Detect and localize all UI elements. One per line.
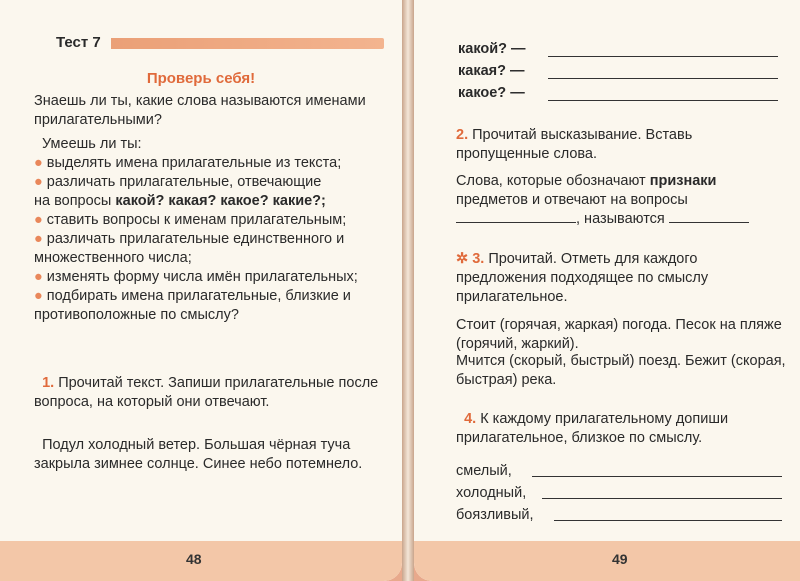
- answer-line: [542, 498, 782, 499]
- star-icon: ✲: [456, 251, 469, 267]
- skill-item: ● различать прилагательные, отвечающие на вопросы какой? какая? какое? какие?;: [34, 174, 326, 209]
- bullet-icon: ●: [34, 174, 43, 190]
- task-3: ✲ 3. Прочитай. Отметь для каждого предложения подходящее по смыслу прилагательное.: [456, 251, 709, 305]
- bullet-icon: ●: [34, 155, 43, 171]
- task-4: 4. К каждому прилагательному допиши прилагательное, близкое по смыслу.: [456, 411, 729, 446]
- book-gutter: [402, 0, 414, 581]
- task-2: 2. Прочитай высказывание. Вставь пропущенные слова.: [456, 127, 693, 162]
- adjective-kholodnyy: холодный,: [456, 485, 527, 501]
- skills-heading: Умеешь ли ты:: [42, 136, 142, 152]
- bullet-icon: ●: [34, 269, 43, 285]
- skill-item: ● подбирать имена прилагательные, близкие и противоположные по смыслу?: [34, 288, 351, 323]
- intro-question: Знаешь ли ты, какие слова называются именами прилагательными?: [34, 93, 366, 128]
- answer-line: [548, 78, 778, 79]
- bullet-icon: ●: [34, 212, 43, 228]
- answer-line: [548, 100, 778, 101]
- blank-line: [456, 210, 576, 223]
- bullet-icon: ●: [34, 288, 43, 304]
- task-1: 1. Прочитай текст. Запиши прилагательные после вопроса, на который они отвечают.: [34, 375, 379, 410]
- skill-item: ● ставить вопросы к именам прилагательным;: [34, 212, 347, 228]
- question-kakoe: какое? —: [458, 85, 525, 101]
- answer-line: [548, 56, 778, 57]
- bullet-icon: ●: [34, 231, 43, 247]
- task-1-passage: Подул холодный ветер. Большая чёрная туча закрыла зимнее солнце. Синее небо потемнело.: [34, 437, 363, 472]
- answer-line: [554, 520, 782, 521]
- question-kakoy: какой? —: [458, 41, 526, 57]
- adjective-smelyy: смелый,: [456, 463, 512, 479]
- blank-line: [669, 210, 749, 223]
- task-3-sentence-2: Мчится (скорый, быстрый) поезд. Бежит (скорая, быстрая) река.: [456, 353, 786, 388]
- footer-band: [414, 541, 800, 581]
- page-number: 48: [186, 551, 202, 567]
- skill-item: ● выделять имена прилагательные из текста;: [34, 155, 342, 171]
- skills-list: [34, 154, 386, 325]
- task-2-sentence: Слова, которые обозначают признаки предметов и отвечают на вопросы , называются: [456, 172, 788, 229]
- skill-item: ● различать прилагательные единственного и множественного числа;: [34, 231, 345, 266]
- skill-item: ● изменять форму числа имён прилагательных;: [34, 269, 358, 285]
- test-title: Тест 7: [34, 34, 111, 52]
- question-kakaya: какая? —: [458, 63, 525, 79]
- page-number: 49: [612, 551, 628, 567]
- right-page: [414, 0, 800, 581]
- adjective-boyazlivyy: боязливый,: [456, 507, 534, 523]
- answer-line: [532, 476, 782, 477]
- test-header: [34, 34, 384, 52]
- task-3-sentence-1: Стоит (горячая, жаркая) погода. Песок на пляже (горячий, жаркий).: [456, 317, 782, 352]
- section-title: Проверь себя!: [146, 70, 256, 87]
